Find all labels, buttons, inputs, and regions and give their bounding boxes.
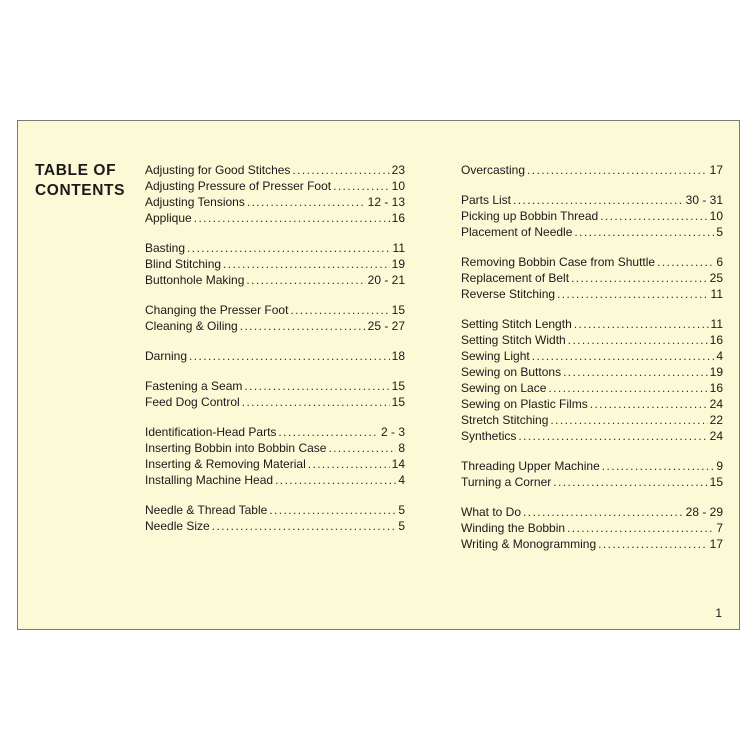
toc-entry-title: Synthetics [461,429,517,443]
toc-group [461,504,723,552]
toc-entry-title: Threading Upper Machine [461,459,600,473]
toc-entry-title: Adjusting Pressure of Presser Foot [145,179,332,193]
toc-group [145,302,405,334]
dot-leader [567,520,714,536]
toc-entry [461,428,723,444]
toc-entry-page: 4 [716,349,723,363]
dot-leader [574,224,714,240]
dot-leader [278,424,379,440]
toc-entry-title: Buttonhole Making [145,273,245,287]
toc-entry-page: 16 [709,381,723,395]
toc-entry-title: Needle & Thread Table [145,503,268,517]
toc-entry [145,256,405,272]
toc-left-column [145,162,405,548]
toc-entry-title: Basting [145,241,186,255]
toc-entry-title: Needle Size [145,519,210,533]
toc-entry-title: Fastening a Seam [145,379,243,393]
toc-entry-title: Setting Stitch Width [461,333,566,347]
toc-entry-title: Sewing Light [461,349,530,363]
toc-entry-title: Sewing on Lace [461,381,547,395]
dot-leader [532,348,715,364]
toc-group [145,348,405,364]
toc-heading-line-2: CONTENTS [35,182,126,199]
toc-entry [461,162,723,178]
dot-leader [269,502,396,518]
toc-entry-page: 23 [391,163,405,177]
toc-entry [461,520,723,536]
dot-leader [513,192,684,208]
toc-entry-title: Darning [145,349,188,363]
toc-entry [145,318,405,334]
toc-entry [461,192,723,208]
toc-entry-title: Installing Machine Head [145,473,274,487]
toc-entry-title: Identification-Head Parts [145,425,277,439]
dot-leader [568,332,708,348]
toc-entry [145,302,405,318]
dot-leader [602,458,715,474]
toc-entry [461,316,723,332]
dot-leader [240,318,366,334]
toc-entry-page: 24 [709,429,723,443]
toc-entry-page: 22 [709,413,723,427]
toc-entry-title: Feed Dog Control [145,395,240,409]
dot-leader [657,254,714,270]
toc-group [145,424,405,488]
toc-entry [145,424,405,440]
toc-entry-title: Overcasting [461,163,526,177]
toc-entry [145,210,405,226]
toc-entry-page: 11 [710,287,723,301]
dot-leader [333,178,390,194]
toc-group [145,162,405,226]
toc-entry [461,536,723,552]
toc-entry [461,412,723,428]
dot-leader [563,364,708,380]
toc-group [145,378,405,410]
toc-entry [145,178,405,194]
toc-entry-title: Turning a Corner [461,475,552,489]
toc-right-column [461,162,723,566]
toc-entry-title: Removing Bobbin Case from Shuttle [461,255,656,269]
toc-entry-page: 15 [709,475,723,489]
dot-leader [187,240,391,256]
toc-group [461,254,723,302]
dot-leader [600,208,707,224]
toc-entry [461,348,723,364]
toc-entry-title: Inserting & Removing Material [145,457,306,471]
toc-entry-page: 8 [398,441,405,455]
toc-entry-page: 10 [391,179,405,193]
toc-entry-title: Parts List [461,193,512,207]
dot-leader [290,302,389,318]
toc-entry [145,194,405,210]
toc-entry [461,270,723,286]
toc-entry-title: Applique [145,211,192,225]
toc-entry-title: Placement of Needle [461,225,573,239]
toc-heading-line-1: TABLE OF [35,162,117,179]
toc-entry-title: Inserting Bobbin into Bobbin Case [145,441,327,455]
toc-entry-page: 25 - 27 [367,319,405,333]
dot-leader [518,428,707,444]
toc-entry-page: 11 [392,241,405,255]
dot-leader [242,394,390,410]
toc-entry-page: 2 - 3 [380,425,405,439]
dot-leader [574,316,709,332]
manual-page [17,120,740,630]
dot-leader [571,270,708,286]
toc-group [461,458,723,490]
toc-entry-page: 12 - 13 [367,195,405,209]
dot-leader [550,412,707,428]
toc-entry-title: Adjusting Tensions [145,195,245,209]
toc-entry [461,504,723,520]
toc-entry-title: Adjusting for Good Stitches [145,163,291,177]
toc-entry-page: 16 [391,211,405,225]
toc-entry-page: 14 [391,457,405,471]
toc-entry-page: 15 [391,395,405,409]
toc-entry [461,254,723,270]
toc-entry-page: 17 [709,537,723,551]
dot-leader [557,286,708,302]
toc-entry-page: 15 [391,303,405,317]
toc-group [461,162,723,178]
toc-entry-page: 5 [398,503,405,517]
toc-entry-page: 4 [398,473,405,487]
dot-leader [212,518,397,534]
toc-entry [145,394,405,410]
dot-leader [223,256,390,272]
toc-entry-page: 19 [709,365,723,379]
dot-leader [308,456,390,472]
toc-entry-title: Cleaning & Oiling [145,319,238,333]
toc-heading [35,161,125,201]
toc-entry [145,378,405,394]
toc-entry-page: 25 [709,271,723,285]
toc-entry [461,332,723,348]
toc-entry [461,208,723,224]
toc-entry-page: 5 [716,225,723,239]
dot-leader [189,348,390,364]
toc-entry [145,518,405,534]
toc-entry-title: Stretch Stitching [461,413,549,427]
toc-entry-page: 6 [716,255,723,269]
dot-leader [598,536,707,552]
toc-entry-title: Setting Stitch Length [461,317,572,331]
dot-leader [527,162,708,178]
toc-entry-page: 19 [391,257,405,271]
toc-group [145,502,405,534]
toc-entry-title: Changing the Presser Foot [145,303,289,317]
toc-entry-title: Blind Stitching [145,257,222,271]
toc-entry [145,502,405,518]
toc-entry [145,272,405,288]
toc-entry-page: 24 [709,397,723,411]
toc-entry-title: Reverse Stitching [461,287,556,301]
toc-entry [145,162,405,178]
toc-entry [145,440,405,456]
dot-leader [523,504,684,520]
toc-entry-page: 30 - 31 [685,193,723,207]
toc-entry [145,240,405,256]
toc-entry [461,474,723,490]
toc-entry-page: 16 [709,333,723,347]
toc-entry [145,456,405,472]
toc-entry-page: 18 [391,349,405,363]
toc-entry-title: Replacement of Belt [461,271,570,285]
toc-entry-page: 9 [716,459,723,473]
toc-entry-page: 7 [716,521,723,535]
toc-entry [145,472,405,488]
toc-group [461,192,723,240]
toc-entry [461,396,723,412]
dot-leader [194,210,390,226]
toc-entry-title: Writing & Monogramming [461,537,597,551]
toc-entry [145,348,405,364]
toc-entry [461,380,723,396]
dot-leader [328,440,396,456]
dot-leader [275,472,396,488]
toc-entry [461,286,723,302]
dot-leader [590,396,708,412]
toc-entry-title: Sewing on Buttons [461,365,562,379]
page-number: 1 [715,606,722,620]
dot-leader [548,380,707,396]
toc-entry-title: Sewing on Plastic Films [461,397,588,411]
toc-entry-page: 17 [709,163,723,177]
dot-leader [247,194,366,210]
toc-entry-title: What to Do [461,505,522,519]
toc-entry-page: 15 [391,379,405,393]
toc-entry-page: 28 - 29 [685,505,723,519]
dot-leader [244,378,389,394]
toc-entry [461,364,723,380]
toc-entry-page: 20 - 21 [367,273,405,287]
toc-group [145,240,405,288]
dot-leader [553,474,707,490]
dot-leader [292,162,389,178]
toc-entry-page: 5 [398,519,405,533]
toc-group [461,316,723,444]
toc-entry [461,458,723,474]
toc-entry-title: Winding the Bobbin [461,521,566,535]
toc-entry-page: 11 [710,317,723,331]
toc-entry-page: 10 [709,209,723,223]
dot-leader [246,272,365,288]
toc-entry-title: Picking up Bobbin Thread [461,209,599,223]
toc-entry [461,224,723,240]
